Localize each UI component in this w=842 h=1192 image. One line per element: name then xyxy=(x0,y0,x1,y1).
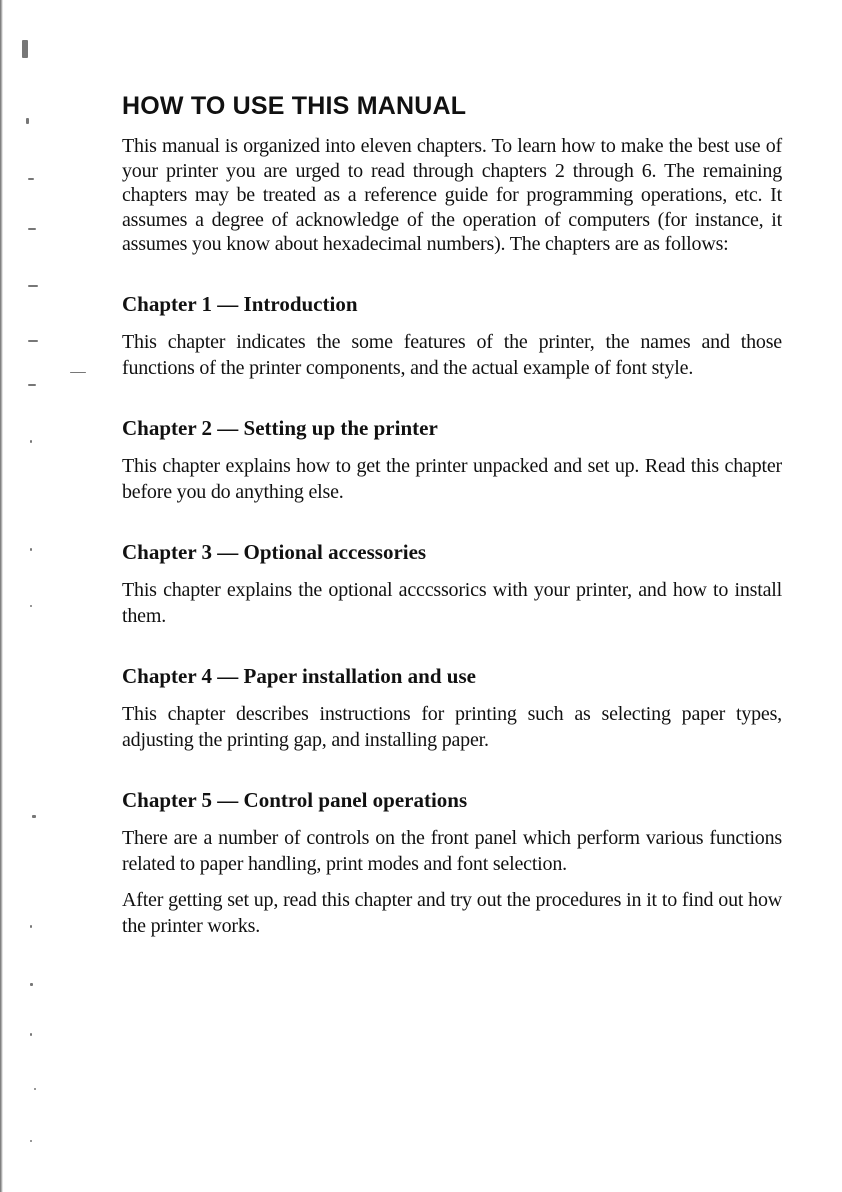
scan-speck xyxy=(28,340,38,342)
chapter-dash: — xyxy=(212,415,244,440)
chapter-section xyxy=(122,663,782,753)
chapter-description: This chapter describes instructions for printing such as selecting paper types, adjusting the printing gap, and installing paper. xyxy=(122,702,782,751)
chapter-heading xyxy=(122,415,782,441)
chapter-description: There are a number of controls on the front panel which perform various functions related to paper handling, print modes and font selection. xyxy=(122,826,782,875)
chapter-description: After getting set up, read this chapter and try out the procedures in it to find out how the printer works. xyxy=(122,888,782,937)
chapter-section xyxy=(122,415,782,505)
chapter-title: Introduction xyxy=(243,291,358,316)
chapter-heading xyxy=(122,663,782,689)
chapter-dash: — xyxy=(212,539,244,564)
scan-speck xyxy=(30,1033,32,1036)
chapter-number: Chapter 3 xyxy=(122,539,213,564)
scan-speck xyxy=(30,983,33,986)
chapter-section xyxy=(122,539,782,629)
scan-speck xyxy=(28,285,38,287)
scan-speck xyxy=(30,548,32,551)
chapter-section xyxy=(122,787,782,939)
chapter-title: Paper installation and use xyxy=(243,663,476,688)
chapter-dash: — xyxy=(212,663,244,688)
scan-speck xyxy=(30,440,32,443)
intro-paragraph: This manual is organized into eleven chapters. To learn how to make the best use of your printer you are urged to read through chapters 2 through 6. The remaining chapters may be treated as a reference guide for programming operations, etc. It assumes a degree of acknowledge of the operation of computers (for instance, it assumes you know about hexadecimal numbers). The chapters are as follows: xyxy=(122,135,782,255)
chapter-description: This chapter explains the optional acccssorics with your printer, and how to install them. xyxy=(122,578,782,627)
scan-speck xyxy=(28,228,36,230)
binding-edge xyxy=(0,0,3,1192)
page-content xyxy=(122,90,782,939)
chapter-number: Chapter 2 xyxy=(122,415,213,440)
chapter-title: Setting up the printer xyxy=(243,415,438,440)
scan-speck xyxy=(70,372,86,373)
chapter-heading xyxy=(122,291,782,317)
scan-speck xyxy=(28,178,34,180)
chapter-heading xyxy=(122,539,782,565)
chapter-title: Optional accessories xyxy=(243,539,427,564)
chapter-number: Chapter 4 xyxy=(122,663,213,688)
scan-speck xyxy=(22,40,28,58)
scan-speck xyxy=(34,1088,36,1090)
chapter-dash: — xyxy=(212,787,244,812)
scan-speck xyxy=(30,925,32,928)
chapter-number: Chapter 5 xyxy=(122,787,213,812)
scan-speck xyxy=(30,605,32,607)
scan-speck xyxy=(32,815,36,818)
chapter-dash: — xyxy=(212,291,244,316)
chapter-description: This chapter explains how to get the printer unpacked and set up. Read this chapter before you do anything else. xyxy=(122,454,782,503)
chapter-description: This chapter indicates the some features of the printer, the names and those functions of the printer components, and the actual example of font style. xyxy=(122,330,782,379)
page-title: HOW TO USE THIS MANUAL xyxy=(122,92,467,120)
chapter-number: Chapter 1 xyxy=(122,291,213,316)
scan-speck xyxy=(26,118,29,124)
chapter-heading xyxy=(122,787,782,813)
chapter-section xyxy=(122,291,782,381)
scan-speck xyxy=(28,384,36,386)
chapter-title: Control panel operations xyxy=(243,787,468,812)
scan-speck xyxy=(30,1140,32,1142)
